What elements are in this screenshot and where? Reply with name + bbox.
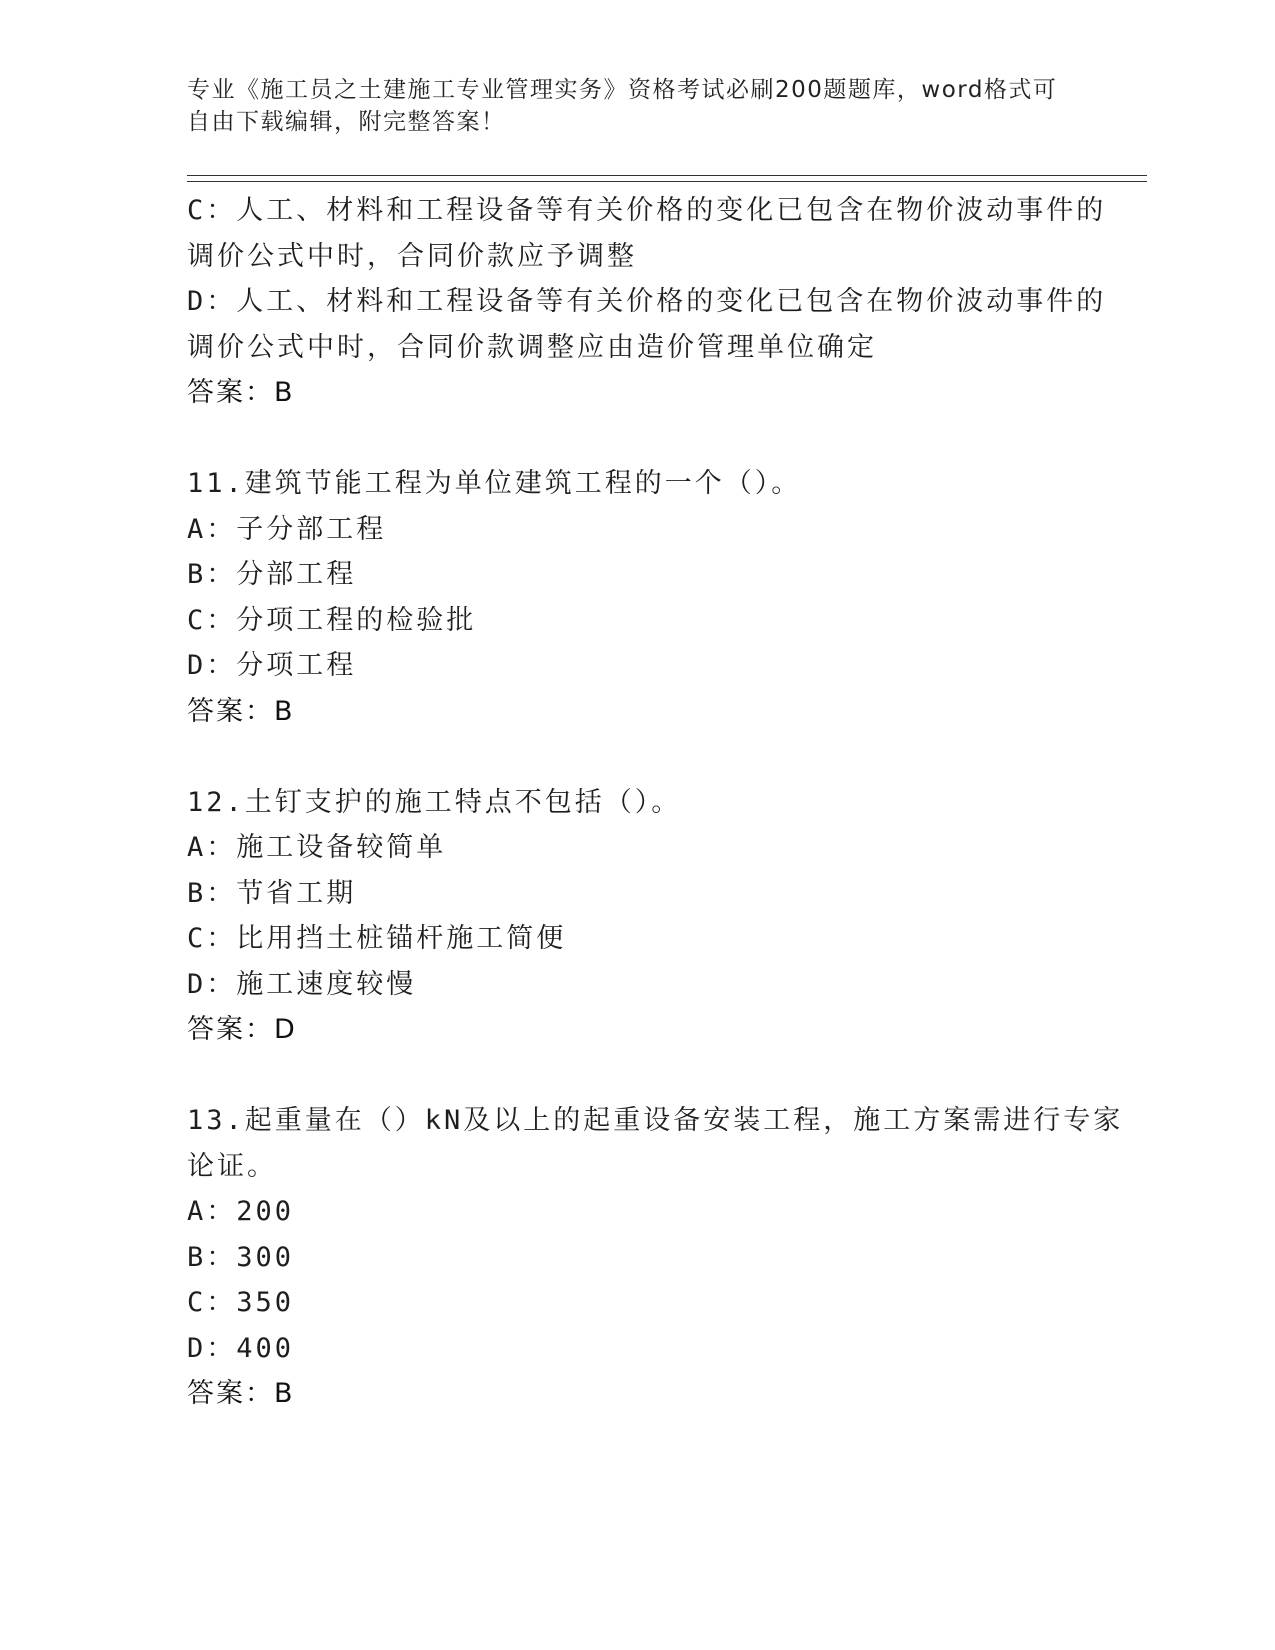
option-d: D：400 bbox=[187, 1332, 295, 1364]
question-11 bbox=[187, 461, 1087, 734]
option-d-line-2: 调价公式中时，合同价款调整应由造价管理单位确定 bbox=[187, 331, 877, 363]
question-12 bbox=[187, 780, 1087, 1053]
answer-line: 答案：B bbox=[187, 695, 295, 727]
previous-question-continuation bbox=[187, 188, 1107, 416]
question-stem: 11.建筑节能工程为单位建筑工程的一个（）。 bbox=[187, 468, 802, 499]
answer-line: 答案：D bbox=[187, 1014, 297, 1045]
option-a: A：施工设备较简单 bbox=[187, 832, 447, 863]
answer-line: 答案：B bbox=[187, 377, 295, 408]
header-divider-bottom bbox=[187, 181, 1147, 182]
header-line-1: 专业《施工员之土建施工专业管理实务》资格考试必刷200题题库，word格式可 bbox=[187, 77, 1058, 103]
header-divider-top bbox=[187, 175, 1147, 176]
question-13 bbox=[187, 1098, 1124, 1417]
spacer bbox=[187, 416, 1087, 462]
question-stem: 12.土钉支护的施工特点不包括（）。 bbox=[187, 786, 682, 818]
option-b: B：300 bbox=[187, 1241, 295, 1273]
option-b: B：分部工程 bbox=[187, 559, 357, 590]
option-b: B：节省工期 bbox=[187, 877, 357, 909]
option-a: A：子分部工程 bbox=[187, 513, 387, 545]
option-c-line-2: 调价公式中时，合同价款应予调整 bbox=[187, 240, 637, 272]
question-stem-line-2: 论证。 bbox=[187, 1150, 277, 1182]
option-c: C：比用挡土桩锚杆施工简便 bbox=[187, 923, 567, 954]
option-c-line-1: C：人工、材料和工程设备等有关价格的变化已包含在物价波动事件的 bbox=[187, 195, 1107, 226]
document-header bbox=[187, 74, 1067, 138]
option-d: D：分项工程 bbox=[187, 650, 357, 681]
answer-line: 答案：B bbox=[187, 1378, 295, 1409]
option-a: A：200 bbox=[187, 1196, 295, 1227]
question-list bbox=[187, 188, 1124, 1417]
option-d: D：施工速度较慢 bbox=[187, 968, 417, 1000]
option-d-line-1: D：人工、材料和工程设备等有关价格的变化已包含在物价波动事件的 bbox=[187, 286, 1107, 317]
option-c: C：350 bbox=[187, 1287, 295, 1318]
question-stem-line-1: 13.起重量在（）kN及以上的起重设备安装工程，施工方案需进行专家 bbox=[187, 1105, 1124, 1136]
spacer bbox=[187, 1053, 1087, 1099]
spacer bbox=[187, 734, 1087, 780]
option-c: C：分项工程的检验批 bbox=[187, 604, 477, 636]
header-line-2: 自由下载编辑，附完整答案！ bbox=[187, 109, 506, 135]
